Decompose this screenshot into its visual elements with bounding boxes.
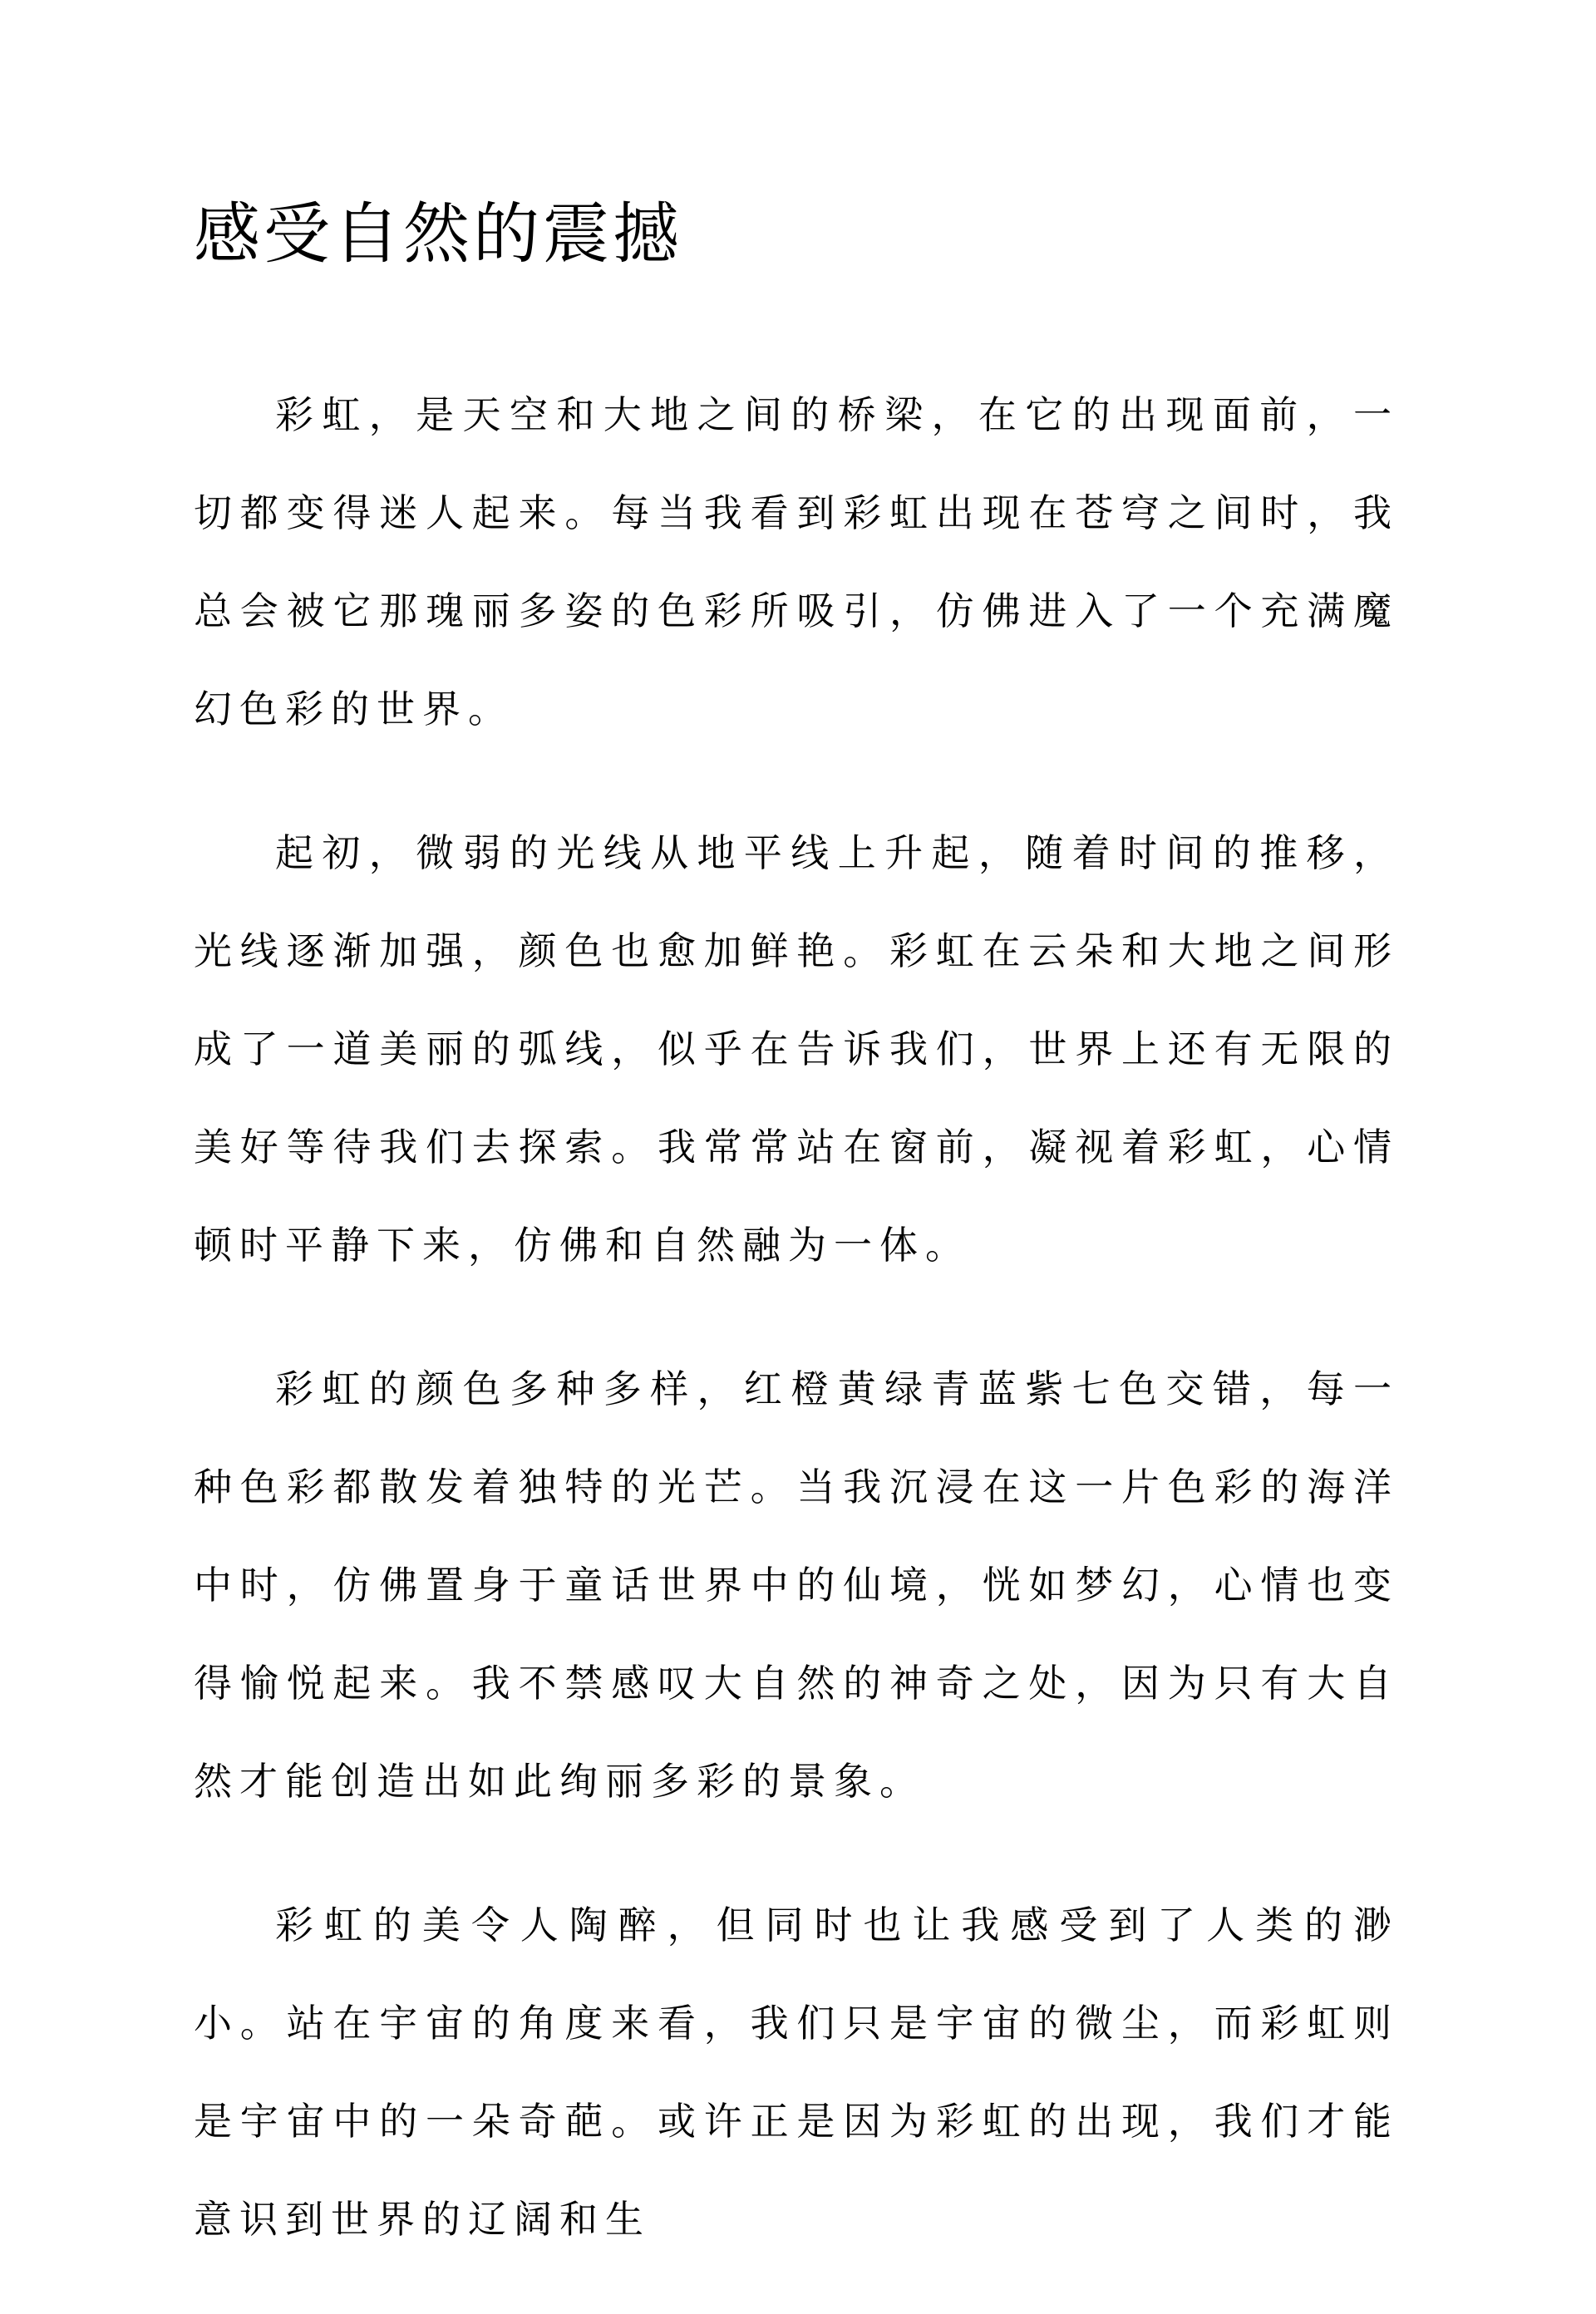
paragraph: 彩虹的颜色多种多样，红橙黄绿青蓝紫七色交错，每一种色彩都散发着独特的光芒。当我沉浸在这一片色彩的海洋中时，仿佛置身于童话世界中的仙境，恍如梦幻，心情也变得愉悦起来。我不禁感叹大自然的神奇之处，因为只有大自然才能创造出如此绚丽多彩的景象。 — [194, 1366, 1399, 1804]
document-body — [194, 366, 1399, 2314]
document-title: 感受自然的震撼 — [194, 195, 682, 273]
paragraph: 彩虹，是天空和大地之间的桥梁，在它的出现面前，一切都变得迷人起来。每当我看到彩虹出现在苍穹之间时，我总会被它那瑰丽多姿的色彩所吸引，仿佛进入了一个充满魔幻色彩的世界。 — [194, 392, 1399, 731]
paragraph: 起初，微弱的光线从地平线上升起，随着时间的推移，光线逐渐加强，颜色也愈加鲜艳。彩虹在云朵和大地之间形成了一道美丽的弧线，似乎在告诉我们，世界上还有无限的美好等待我们去探索。我常常站在窗前，凝视着彩虹，心情顿时平静下来，仿佛和自然融为一体。 — [194, 830, 1399, 1268]
paragraph: 彩虹的美令人陶醉，但同时也让我感受到了人类的渺小。站在宇宙的角度来看，我们只是宇宙的微尘，而彩虹则是宇宙中的一朵奇葩。或许正是因为彩虹的出现，我们才能意识到世界的辽阔和生 — [194, 1903, 1399, 2242]
